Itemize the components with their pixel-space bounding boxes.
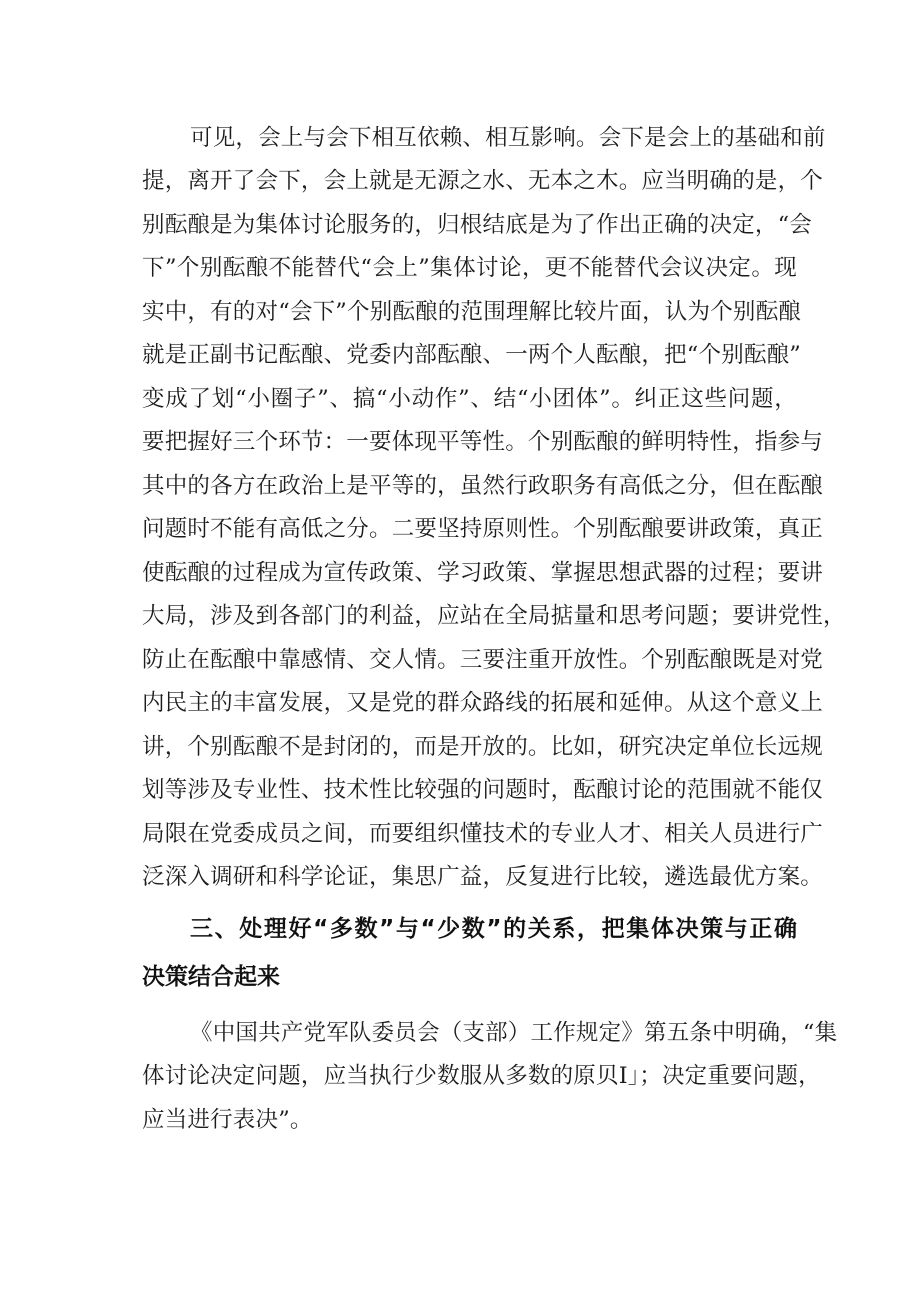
paragraph-line: 下”个别酝酿不能替代“会上”集体讨论，更不能替代会议决定。现	[142, 255, 797, 281]
paragraph-line: 体讨论决定问题，应当执行少数服从多数的原贝I」；决定重要问题，	[142, 1063, 821, 1089]
paragraph-line: 问题时不能有高低之分。二要坚持原则性。个别酝酿要讲政策，真正	[142, 516, 824, 542]
paragraph-line: 大局，涉及到各部门的利益，应站在全局掂量和思考问题；要讲党性，	[142, 603, 846, 629]
paragraph-line: 别酝酿是为集体讨论服务的，归根结底是为了作出正确的决定，“会	[142, 212, 813, 238]
paragraph-line: 应当进行表决”。	[142, 1107, 313, 1133]
paragraph-line: 可见，会上与会下相互依赖、相互影响。会下是会上的基础和前	[190, 125, 826, 151]
paragraph-line: 提，离开了会下，会上就是无源之水、无本之木。应当明确的是，个	[142, 168, 824, 194]
paragraph-line: 泛深入调研和科学论证，集思广益，反复进行比较，遴选最优方案。	[142, 864, 824, 890]
paragraph-line: 内民主的丰富发展，又是党的群众路线的拓展和延伸。从这个意义上	[142, 690, 824, 716]
paragraph-line: 就是正副书记酝酿、党委内部酝酿、一两个人酝酿，把“个别酝酿”	[142, 342, 802, 368]
paragraph-line: 实中，有的对“会下”个别酝酿的范围理解比较片面，认为个别酝酿	[142, 299, 802, 325]
paragraph-line: 其中的各方在政治上是平等的，虽然行政职务有高低之分，但在酝酿	[142, 473, 824, 499]
paragraph-line: 讲，个别酝酿不是封闭的，而是开放的。比如，研究决定单位长远规	[142, 734, 824, 760]
paragraph-line: 防止在酝酿中靠感情、交人情。三要注重开放性。个别酝酿既是对党	[142, 647, 824, 673]
paragraph-line: 变成了划“小圈子”、搞“小动作”、结“小团体”。纠正这些问题，	[142, 386, 797, 412]
paragraph-line: 局限在党委成员之间，而要组织懂技术的专业人才、相关人员进行广	[142, 821, 824, 847]
heading-line: 三、处理好“多数”与“少数”的关系，把集体决策与正确	[190, 916, 797, 942]
heading-line: 决策结合起来	[142, 964, 280, 990]
paragraph-line: 《中国共产党军队委员会（支部）工作规定》第五条中明确，“集	[190, 1020, 838, 1046]
paragraph-line: 要把握好三个环节：一要体现平等性。个别酝酿的鲜明特性，指参与	[142, 429, 824, 455]
paragraph-line: 使酝酿的过程成为宣传政策、学习政策、掌握思想武器的过程；要讲	[142, 560, 824, 586]
paragraph-line: 划等涉及专业性、技术性比较强的问题时，酝酿讨论的范围就不能仅	[142, 777, 824, 803]
